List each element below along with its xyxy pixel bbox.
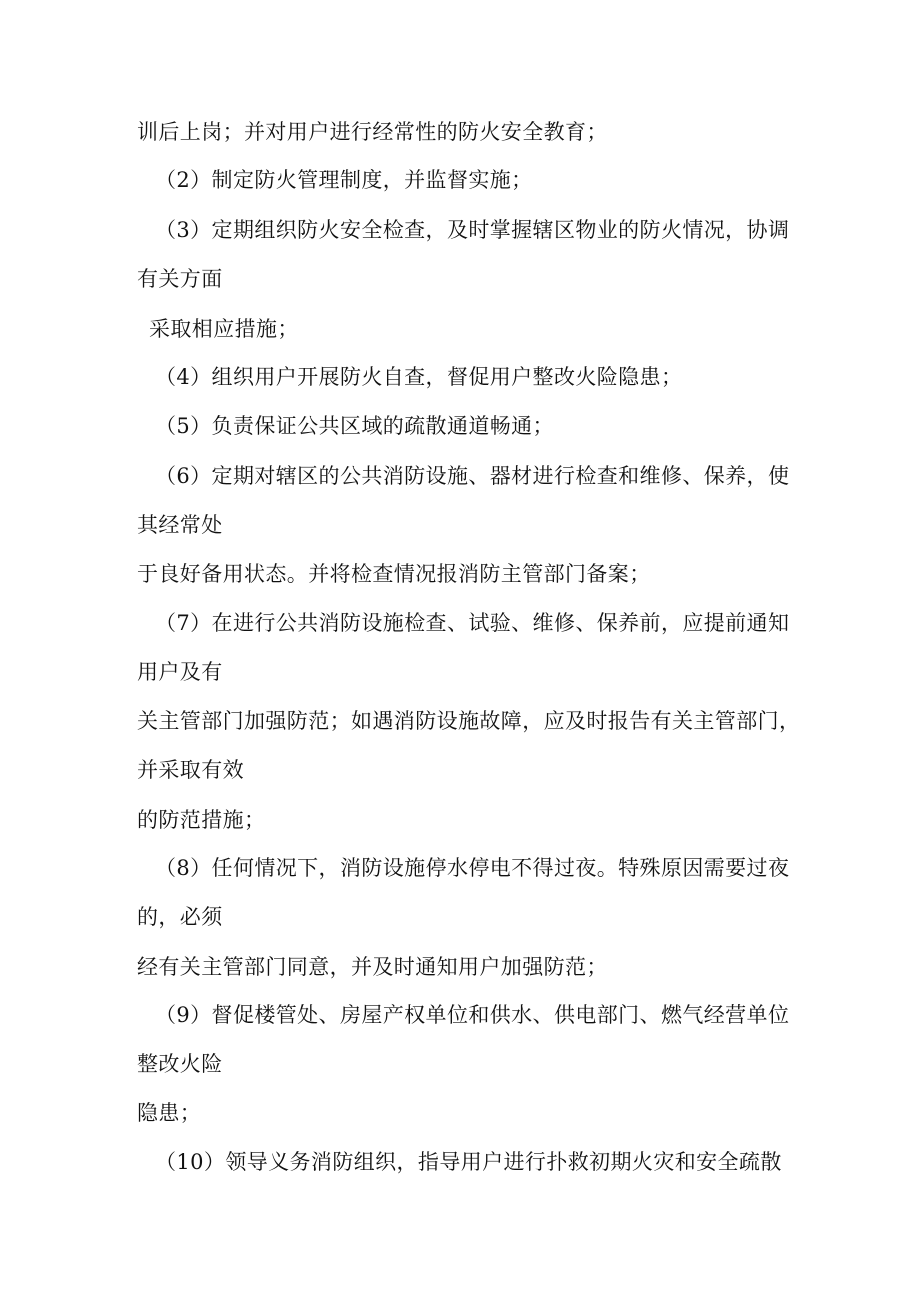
- text-line: 的，必须: [137, 905, 223, 929]
- text-line: 关主管部门加强防范；如遇消防设施故障，应及时报告有关主管部门，: [137, 709, 801, 733]
- text-line: （9）督促楼管处、房屋产权单位和供水、供电部门、燃气经营单位: [155, 1003, 790, 1027]
- text-line: （7）在进行公共消防设施检查、试验、维修、保养前，应提前通知: [155, 611, 790, 635]
- text-line: （3）定期组织防火安全检查，及时掌握辖区物业的防火情况，协调: [155, 218, 790, 242]
- text-line: （6）定期对辖区的公共消防设施、器材进行检查和维修、保养，使: [155, 464, 790, 488]
- text-line: （5）负责保证公共区域的疏散通道畅通；: [155, 414, 554, 438]
- text-line: 于良好备用状态。并将检查情况报消防主管部门备案；: [137, 562, 651, 586]
- text-line: 并采取有效: [137, 758, 244, 782]
- text-line: （10）领导义务消防组织，指导用户进行扑救初期火灾和安全疏散: [155, 1150, 782, 1174]
- text-line: （4）组织用户开展防火自查，督促用户整改火险隐患；: [155, 365, 683, 389]
- text-line: 隐患；: [137, 1101, 202, 1125]
- text-line: 有关方面: [137, 267, 223, 291]
- text-line: 的防范措施；: [137, 808, 266, 832]
- text-line: 其经常处: [137, 513, 223, 537]
- text-line: 整改火险: [137, 1052, 223, 1076]
- text-line: 训后上岗；并对用户进行经常性的防火安全教育；: [137, 120, 608, 144]
- text-line: （8）任何情况下，消防设施停水停电不得过夜。特殊原因需要过夜: [155, 856, 790, 880]
- text-line: 用户及有: [137, 660, 223, 684]
- text-line: 采取相应措施；: [149, 317, 299, 341]
- text-line: 经有关主管部门同意，并及时通知用户加强防范；: [137, 955, 608, 979]
- text-line: （2）制定防火管理制度，并监督实施；: [155, 168, 533, 192]
